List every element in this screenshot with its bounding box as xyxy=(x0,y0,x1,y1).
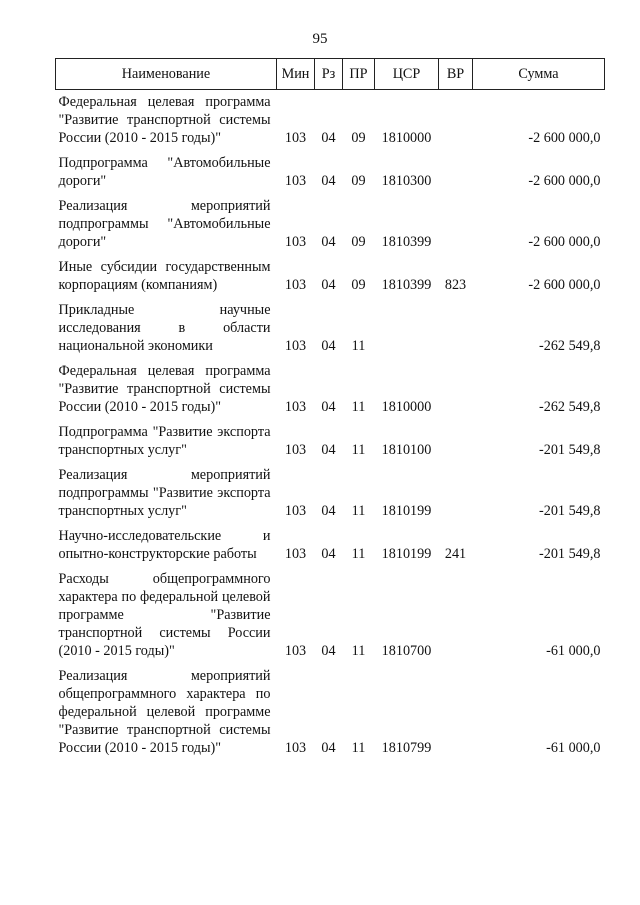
table-row xyxy=(56,194,605,255)
cell-name: Реализация мероприятий подпрограммы "Автомобильные дороги" xyxy=(58,198,271,250)
cell-sum: -262 549,8 xyxy=(539,399,601,415)
cell-name: Прикладные научные исследования в области национальной экономики xyxy=(58,302,271,354)
cell-name: Подпрограмма "Автомобильные дороги" xyxy=(58,155,271,189)
cell-pr: 11 xyxy=(351,740,366,756)
cell-min: 103 xyxy=(284,643,307,659)
cell-vr xyxy=(439,298,473,359)
cell-pr: 11 xyxy=(351,643,366,659)
cell-vr xyxy=(439,567,473,664)
table-header xyxy=(56,59,605,90)
cell-vr xyxy=(439,194,473,255)
cell-sum: -2 600 000,0 xyxy=(528,234,601,250)
cell-name: Реализация мероприятий подпрограммы "Развитие экспорта транспортных услуг" xyxy=(58,467,271,519)
cell-sum: -2 600 000,0 xyxy=(528,130,601,146)
cell-min: 103 xyxy=(284,503,307,519)
cell-name: Федеральная целевая программа "Развитие транспортной системы России (2010 - 2015 годы)" xyxy=(58,94,271,146)
cell-csr: 1810199 xyxy=(381,546,432,562)
cell-vr xyxy=(439,463,473,524)
cell-csr xyxy=(375,298,439,359)
table-body xyxy=(56,90,605,762)
cell-rz: 04 xyxy=(321,399,336,415)
cell-pr: 09 xyxy=(351,173,366,189)
cell-rz: 04 xyxy=(321,546,336,562)
header-csr: ЦСР xyxy=(375,59,439,90)
page-number: 95 xyxy=(312,31,328,47)
cell-sum: -201 549,8 xyxy=(539,546,601,562)
cell-pr: 09 xyxy=(351,130,366,146)
cell-csr: 1810399 xyxy=(381,277,432,293)
cell-min: 103 xyxy=(284,234,307,250)
cell-pr: 09 xyxy=(351,277,366,293)
cell-sum: -2 600 000,0 xyxy=(528,277,601,293)
cell-pr: 11 xyxy=(351,399,366,415)
cell-rz: 04 xyxy=(321,234,336,250)
cell-csr: 1810300 xyxy=(381,173,432,189)
table-row xyxy=(56,359,605,420)
cell-sum: -2 600 000,0 xyxy=(528,173,601,189)
header-min: Мин xyxy=(277,59,315,90)
cell-vr xyxy=(439,664,473,761)
header-pr: ПР xyxy=(343,59,375,90)
cell-sum: -201 549,8 xyxy=(539,503,601,519)
cell-min: 103 xyxy=(284,399,307,415)
table-row xyxy=(56,664,605,761)
cell-name: Научно-исследовательские и опытно-конструкторские работы xyxy=(58,528,271,562)
cell-vr xyxy=(439,90,473,152)
cell-rz: 04 xyxy=(321,442,336,458)
cell-min: 103 xyxy=(284,173,307,189)
cell-csr: 1810000 xyxy=(381,130,432,146)
header-row xyxy=(56,59,605,90)
cell-min: 103 xyxy=(284,740,307,756)
header-name: Наименование xyxy=(56,59,277,90)
cell-name: Расходы общепрограммного характера по федеральной целевой программе "Развитие транспортной системы России (2010 - 2015 годы)" xyxy=(58,571,271,659)
header-sum: Сумма xyxy=(473,59,605,90)
cell-vr: 241 xyxy=(444,546,467,562)
cell-pr: 11 xyxy=(351,503,366,519)
cell-min: 103 xyxy=(284,442,307,458)
header-rz: Рз xyxy=(315,59,343,90)
cell-rz: 04 xyxy=(321,503,336,519)
cell-vr xyxy=(439,151,473,194)
cell-sum: -201 549,8 xyxy=(539,442,601,458)
cell-name: Федеральная целевая программа "Развитие транспортной системы России (2010 - 2015 годы)" xyxy=(58,363,271,415)
cell-min: 103 xyxy=(284,338,307,354)
cell-rz: 04 xyxy=(321,643,336,659)
cell-pr: 11 xyxy=(351,442,366,458)
cell-rz: 04 xyxy=(321,740,336,756)
header-vr: ВР xyxy=(439,59,473,90)
cell-csr: 1810000 xyxy=(381,399,432,415)
cell-vr xyxy=(439,420,473,463)
cell-csr: 1810199 xyxy=(381,503,432,519)
cell-csr: 1810100 xyxy=(381,442,432,458)
cell-sum: -61 000,0 xyxy=(546,643,601,659)
cell-name: Иные субсидии государственным корпорациям (компаниям) xyxy=(58,259,271,293)
cell-sum: -61 000,0 xyxy=(546,740,601,756)
cell-csr: 1810799 xyxy=(381,740,432,756)
cell-name: Подпрограмма "Развитие экспорта транспортных услуг" xyxy=(58,424,271,458)
cell-pr: 09 xyxy=(351,234,366,250)
cell-min: 103 xyxy=(284,546,307,562)
cell-csr: 1810399 xyxy=(381,234,432,250)
table-row xyxy=(56,524,605,567)
table-row xyxy=(56,567,605,664)
table-row xyxy=(56,255,605,298)
cell-csr: 1810700 xyxy=(381,643,432,659)
table-row xyxy=(56,90,605,152)
budget-table xyxy=(55,58,605,761)
cell-name: Реализация мероприятий общепрограммного характера по федеральной целевой программе "Развитие транспортной системы России (2010 - 2015 годы)" xyxy=(58,668,271,756)
cell-rz: 04 xyxy=(321,277,336,293)
cell-pr: 11 xyxy=(351,338,366,354)
table-row xyxy=(56,463,605,524)
cell-rz: 04 xyxy=(321,173,336,189)
table-row xyxy=(56,298,605,359)
cell-vr: 823 xyxy=(444,277,467,293)
cell-min: 103 xyxy=(284,130,307,146)
cell-sum: -262 549,8 xyxy=(539,338,601,354)
cell-pr: 11 xyxy=(351,546,366,562)
cell-rz: 04 xyxy=(321,130,336,146)
cell-vr xyxy=(439,359,473,420)
cell-min: 103 xyxy=(284,277,307,293)
table-row xyxy=(56,151,605,194)
table-row xyxy=(56,420,605,463)
cell-rz: 04 xyxy=(321,338,336,354)
